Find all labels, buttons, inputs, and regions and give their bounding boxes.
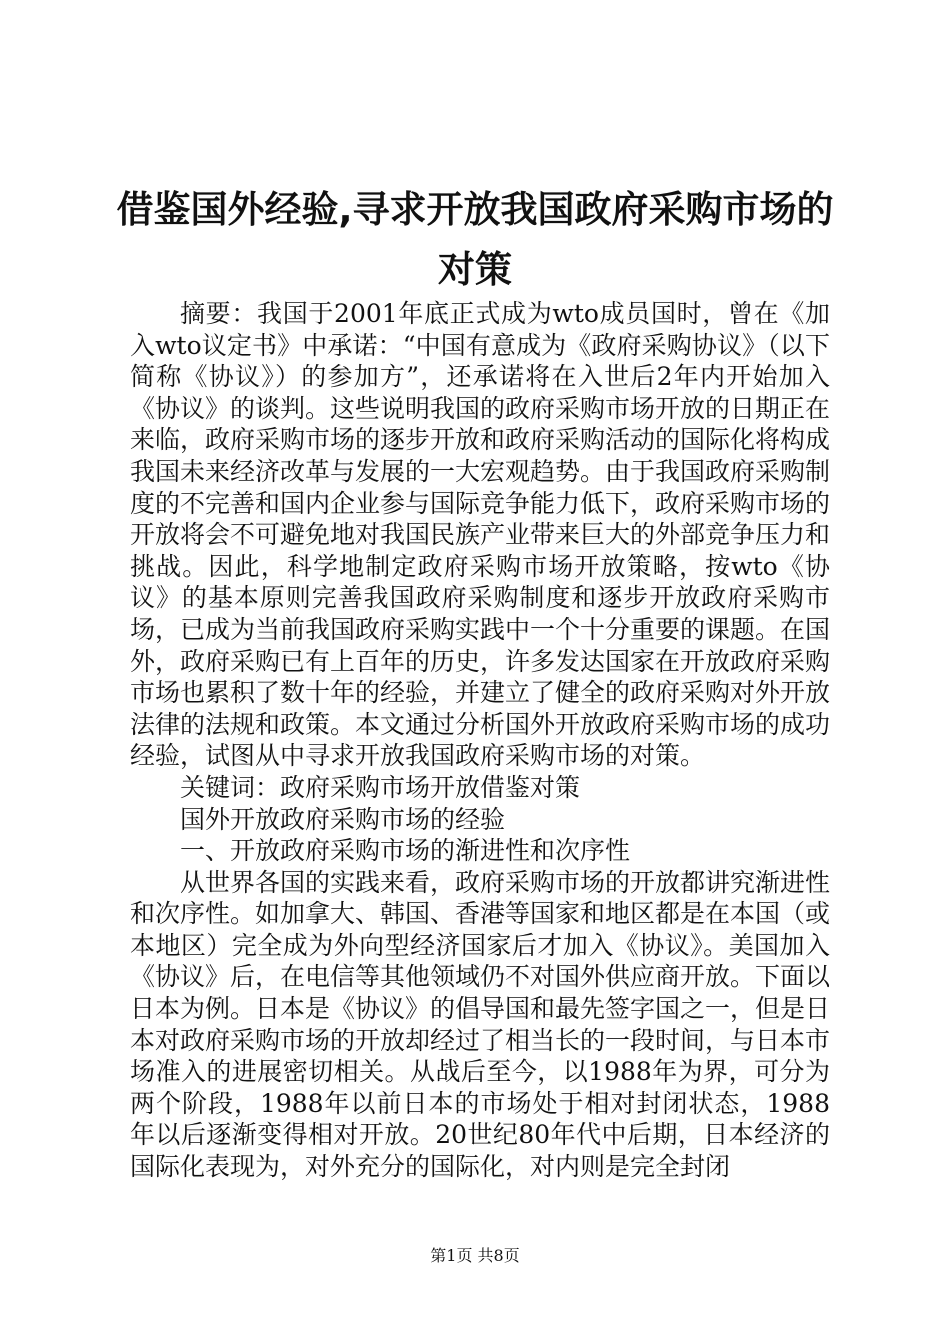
document-title: 借鉴国外经验,寻求开放我国政府采购市场的对策 xyxy=(116,188,834,291)
abstract-paragraph: 摘要：我国于2001年底正式成为wto成员国时，曾在《加入wto议定书》中承诺：“中国有意成为《政府采购协议》（以下简称《协议》）的参加方”，还承诺将在入世后2年内开始加入《协议》的谈判。这些说明我国的政府采购市场开放的日期正在来临，政府采购市场的逐步开放和政府采购活动的国际化将构成我国未来经济改革与发展的一大宏观趋势。由于我国政府采购制度的不完善和国内企业参与国际竞争能力低下，政府采购市场的开放将会不可避免地对我国民族产业带来巨大的外部竞争压力和挑战。因此，科学地制定政府采购市场开放策略，按wto《协议》的基本原则完善我国政府采购制度和逐步开放政府采购市场，已成为当前我国政府采购实践中一个十分重要的课题。在国外，政府采购已有上百年的历史，许多发达国家在开放政府采购市场也累积了数十年的经验，并建立了健全的政府采购对外开放法律的法规和政策。本文通过分析国外开放政府采购市场的成功经验，试图从中寻求开放我国政府采购市场的对策。 xyxy=(130,299,831,771)
document-body xyxy=(130,298,830,1183)
body-paragraph: 从世界各国的实践来看，政府采购市场的开放都讲究渐进性和次序性。如加拿大、韩国、香港等国家和地区都是在本国（或本地区）完全成为外向型经济国家后才加入《协议》。美国加入《协议》后，在电信等其他领域仍不对国外供应商开放。下面以日本为例。日本是《协议》的倡导国和最先签字国之一，但是日本对政府采购市场的开放却经过了相当长的一段时间，与日本市场准入的进展密切相关。从战后至今，以1988年为界，可分为两个阶段，1988年以前日本的市场处于相对封闭状态，1988年以后逐渐变得相对开放。20世纪80年代中后期，日本经济的国际化表现为，对外充分的国际化，对内则是完全封闭 xyxy=(130,867,831,1182)
keywords-line: 关键词：政府采购市场开放借鉴对策 xyxy=(180,772,581,802)
section-heading: 国外开放政府采购市场的经验 xyxy=(180,804,506,834)
subsection-heading: 一、开放政府采购市场的渐进性和次序性 xyxy=(180,836,631,866)
page-footer: 第1页 共8页 xyxy=(430,1246,520,1265)
